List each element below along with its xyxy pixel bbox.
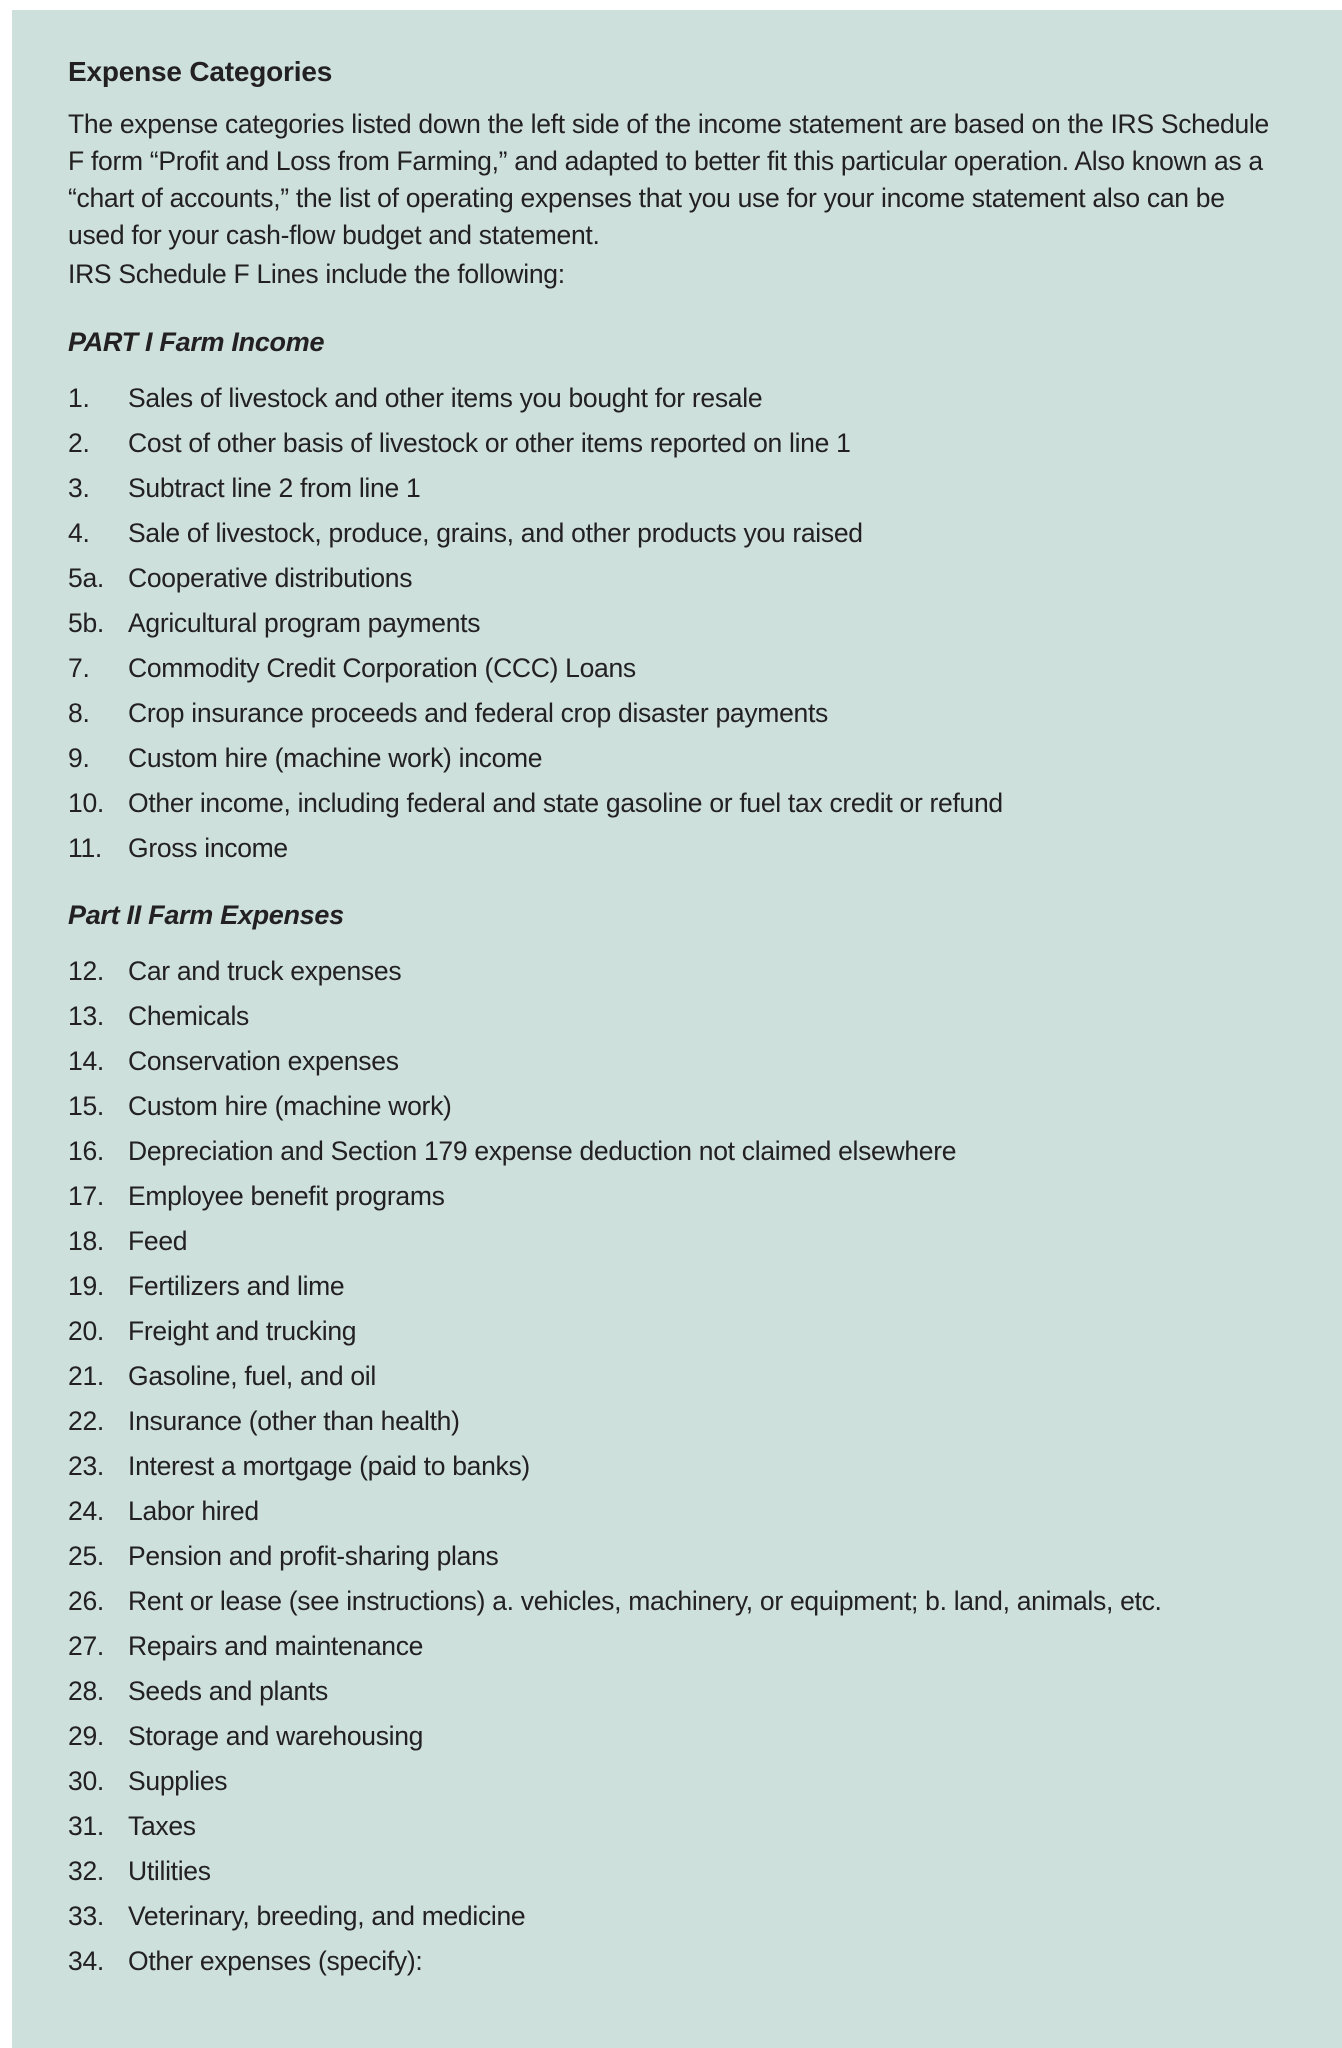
item-number: 26. xyxy=(68,1586,104,1616)
item-text: Feed xyxy=(128,1226,188,1256)
subtitle-line: IRS Schedule F Lines include the following: xyxy=(68,259,565,289)
section xyxy=(68,327,1282,866)
item-text: Fertilizers and lime xyxy=(128,1271,345,1301)
item-number: 11. xyxy=(68,833,102,863)
item-number: 2. xyxy=(68,428,90,458)
item-number: 23. xyxy=(68,1451,104,1481)
item-text: Interest a mortgage (paid to banks) xyxy=(128,1451,530,1481)
item-text: Seeds and plants xyxy=(128,1676,328,1706)
item-number: 18. xyxy=(68,1226,104,1256)
item-number: 5b. xyxy=(68,608,104,638)
item-number: 31. xyxy=(68,1811,104,1841)
sections xyxy=(68,327,1282,1979)
list-item xyxy=(68,1943,1282,1979)
list-item xyxy=(68,605,1282,641)
item-text: Freight and trucking xyxy=(128,1316,357,1346)
item-text: Insurance (other than health) xyxy=(128,1406,460,1436)
item-number: 5a. xyxy=(68,563,104,593)
list-item xyxy=(68,1493,1282,1529)
item-number: 10. xyxy=(68,788,104,818)
list-item xyxy=(68,1223,1282,1259)
item-text: Crop insurance proceeds and federal crop disaster payments xyxy=(128,698,828,728)
intro-paragraph: The expense categories listed down the left side of the income statement are based on the IRS Schedule F form “Profit and Loss from Farming,” and adapted to better fit this particular operation. Also known as a “chart of accounts,” the list of operating expenses that you use for your income statement also can be used for your cash-flow budget and statement. xyxy=(68,109,1269,250)
list-item xyxy=(68,953,1282,989)
item-text: Sales of livestock and other items you bought for resale xyxy=(128,383,763,413)
list-item xyxy=(68,1583,1282,1619)
item-text: Agricultural program payments xyxy=(128,608,481,638)
item-text: Veterinary, breeding, and medicine xyxy=(128,1901,526,1931)
item-number: 4. xyxy=(68,518,90,548)
item-text: Employee benefit programs xyxy=(128,1181,445,1211)
item-number: 24. xyxy=(68,1496,104,1526)
item-text: Repairs and maintenance xyxy=(128,1631,424,1661)
list-item xyxy=(68,1808,1282,1844)
list-item xyxy=(68,1313,1282,1349)
item-text: Pension and profit-sharing plans xyxy=(128,1541,499,1571)
list-item xyxy=(68,1763,1282,1799)
item-number: 1. xyxy=(68,383,90,413)
item-text: Rent or lease (see instructions) a. vehicles, machinery, or equipment; b. land, animals, etc. xyxy=(128,1586,1162,1616)
content-panel xyxy=(12,10,1342,2048)
list-item xyxy=(68,1448,1282,1484)
list-item xyxy=(68,1088,1282,1124)
item-number: 33. xyxy=(68,1901,104,1931)
list-item xyxy=(68,515,1282,551)
list-item xyxy=(68,1403,1282,1439)
page-title: Expense Categories xyxy=(68,56,333,87)
item-number: 34. xyxy=(68,1946,104,1976)
section-heading: PART I Farm Income xyxy=(68,327,325,357)
item-text: Commodity Credit Corporation (CCC) Loans xyxy=(128,653,636,683)
list-item xyxy=(68,1673,1282,1709)
item-text: Depreciation and Section 179 expense deduction not claimed elsewhere xyxy=(128,1136,957,1166)
item-number: 21. xyxy=(68,1361,104,1391)
item-number: 20. xyxy=(68,1316,104,1346)
item-text: Custom hire (machine work) xyxy=(128,1091,452,1121)
item-number: 19. xyxy=(68,1271,104,1301)
item-text: Sale of livestock, produce, grains, and other products you raised xyxy=(128,518,863,548)
item-number: 12. xyxy=(68,956,104,986)
item-number: 14. xyxy=(68,1046,104,1076)
item-number: 13. xyxy=(68,1001,104,1031)
list-item xyxy=(68,425,1282,461)
item-number: 29. xyxy=(68,1721,104,1751)
list-item xyxy=(68,1628,1282,1664)
item-text: Chemicals xyxy=(128,1001,250,1031)
item-number: 9. xyxy=(68,743,90,773)
item-number: 7. xyxy=(68,653,90,683)
item-number: 16. xyxy=(68,1136,104,1166)
list-item xyxy=(68,470,1282,506)
list-item xyxy=(68,740,1282,776)
section-heading: Part II Farm Expenses xyxy=(68,900,344,930)
list-item xyxy=(68,380,1282,416)
item-text: Car and truck expenses xyxy=(128,956,402,986)
item-text: Supplies xyxy=(128,1766,228,1796)
item-text: Other expenses (specify): xyxy=(128,1946,423,1976)
item-number: 30. xyxy=(68,1766,104,1796)
section xyxy=(68,900,1282,1979)
item-number: 22. xyxy=(68,1406,104,1436)
list-item xyxy=(68,998,1282,1034)
item-number: 32. xyxy=(68,1856,104,1886)
list-item xyxy=(68,560,1282,596)
item-number: 27. xyxy=(68,1631,104,1661)
list-item xyxy=(68,1178,1282,1214)
list-item xyxy=(68,695,1282,731)
item-text: Gross income xyxy=(128,833,288,863)
item-number: 17. xyxy=(68,1181,104,1211)
item-text: Gasoline, fuel, and oil xyxy=(128,1361,376,1391)
item-text: Storage and warehousing xyxy=(128,1721,424,1751)
item-text: Conservation expenses xyxy=(128,1046,399,1076)
item-text: Labor hired xyxy=(128,1496,259,1526)
item-text: Taxes xyxy=(128,1811,196,1841)
item-number: 25. xyxy=(68,1541,104,1571)
list-item xyxy=(68,1898,1282,1934)
item-number: 15. xyxy=(68,1091,104,1121)
list-item xyxy=(68,1358,1282,1394)
item-number: 3. xyxy=(68,473,90,503)
list-item xyxy=(68,1538,1282,1574)
item-number: 8. xyxy=(68,698,90,728)
item-text: Other income, including federal and state gasoline or fuel tax credit or refund xyxy=(128,788,1003,818)
list-item xyxy=(68,1043,1282,1079)
list-item xyxy=(68,785,1282,821)
item-number: 28. xyxy=(68,1676,104,1706)
list-item xyxy=(68,1268,1282,1304)
list-item xyxy=(68,650,1282,686)
list-item xyxy=(68,1718,1282,1754)
item-text: Custom hire (machine work) income xyxy=(128,743,543,773)
list-item xyxy=(68,1853,1282,1889)
item-text: Utilities xyxy=(128,1856,211,1886)
list-item xyxy=(68,830,1282,866)
item-text: Cooperative distributions xyxy=(128,563,413,593)
item-text: Subtract line 2 from line 1 xyxy=(128,473,421,503)
list-item xyxy=(68,1133,1282,1169)
item-text: Cost of other basis of livestock or other items reported on line 1 xyxy=(128,428,851,458)
